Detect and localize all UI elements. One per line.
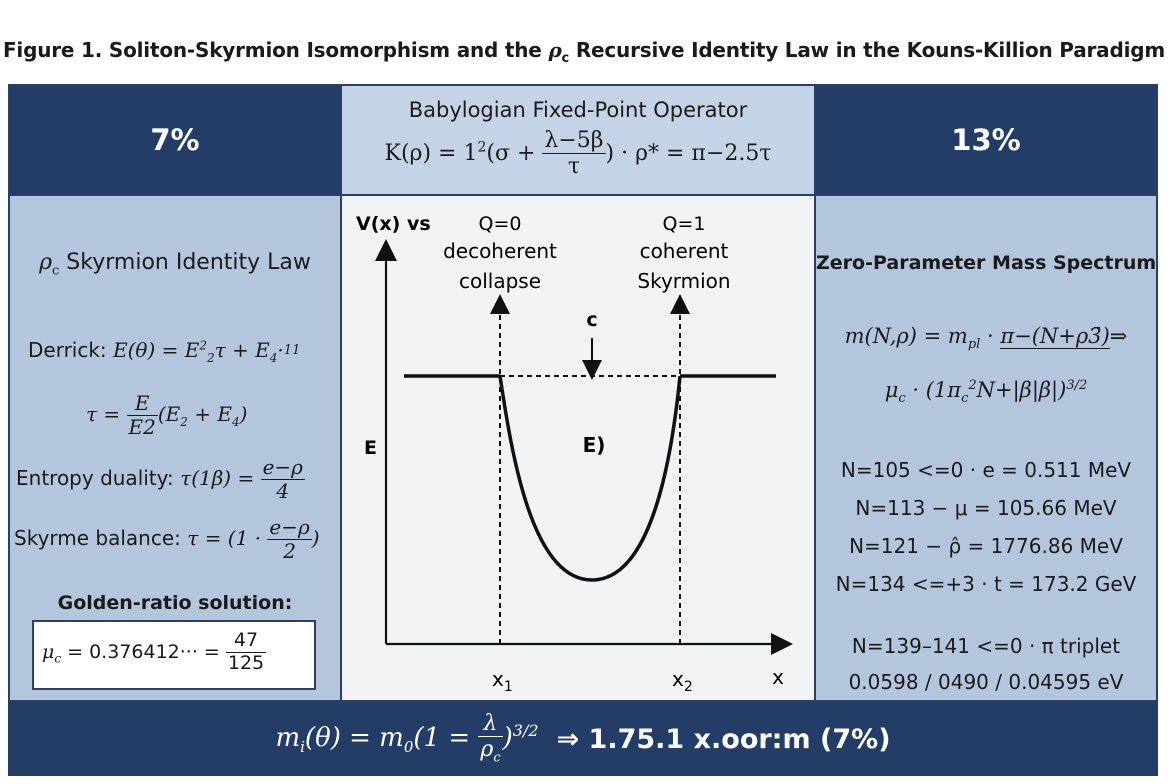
mass-line-muon: N=113 − μ = 105.66 MeV [855, 496, 1117, 520]
q0-line1: decoherent [443, 239, 557, 263]
mass-line-electron: N=105 <=0 · e = 0.511 MeV [840, 458, 1132, 482]
header-left-percent: 7% [10, 86, 340, 194]
q1-label: Q=1 [662, 213, 706, 235]
x2-label: $x_2$ [672, 667, 693, 695]
q0-label: Q=0 [478, 213, 522, 235]
mass-line-tau: N=121 − ρ̂ = 1776.86 MeV [849, 534, 1123, 558]
identity-law-heading: $\rho_c$ Skyrmion Identity Law [39, 250, 311, 279]
golden-ratio-value: $\mu_c = 0.376412\cdot\cdot\cdot$ = $\frac{47}{125}$ [42, 629, 265, 674]
e-inner-label: E) [582, 433, 606, 457]
tau-equation: τ = $\frac{E}{E2}$ $(E_2 + E_4)$ [86, 391, 248, 439]
operator-panel [340, 86, 816, 194]
operator-title: Babylogian Fixed-Point Operator [408, 98, 748, 122]
golden-ratio-label: Golden-ratio solution: [57, 592, 293, 614]
y-axis-label: V(x) vs [356, 213, 431, 235]
footer-result: ⇒ 1.75.1 x.oor:m (7%) [556, 723, 891, 755]
potential-diagram [342, 196, 814, 700]
derrick-equation: Derrick: $E(\theta) = E^2_2\tau + E_4\cdot 11$ [28, 338, 301, 365]
triplet-line1: N=139–141 <=0 · π triplet [851, 634, 1121, 658]
mass-spectrum-heading: Zero-Parameter Mass Spectrum [816, 252, 1157, 274]
mass-formula-line2: $\mu_c \cdot (1\pi_c^2N+|\beta|\beta|)^{3/2}$ [884, 378, 1088, 407]
golden-ratio-box [32, 620, 316, 690]
x-axis-label: x [772, 665, 784, 689]
triplet-line2: 0.0598 / 0490 / 0.04595 eV [848, 670, 1124, 694]
mass-line-top: N=134 <=+3 · t = 173.2 GeV [835, 572, 1137, 596]
mass-formula-line1: $m(N,\rho) = m_{pl}$ · π−(N+ρ3̄)⇒ [844, 324, 1128, 353]
q1-line1: coherent [639, 239, 729, 263]
right-panel [816, 194, 1156, 700]
header-right-percent: 13% [816, 86, 1156, 194]
potential-diagram-panel [340, 194, 816, 700]
figure-title: Figure 1. Soliton-Skyrmion Isomorphism and the $\rho_c$ Recursive Identity Law in the Kouns-Killion Paradigm [2, 38, 1166, 66]
left-panel [10, 194, 340, 700]
footer-formula-bar [8, 700, 1158, 776]
skyrme-balance-equation: Skyrme balance: τ = (1 · $\frac{e-\rho}{2}$ ) [14, 515, 320, 563]
e-axis-label: E [364, 437, 377, 459]
potential-well-curve [500, 376, 680, 580]
q1-line2: Skyrmion [637, 269, 731, 293]
footer-equation: $m_i(\theta) = m_0(1$ = $\frac{\lambda}{\rho_c}$ )$^{3/2}$ [275, 711, 539, 766]
operator-equation: $K(\rho) = 1^2(\sigma$ + $\frac{\lambda-5\beta}{\tau}$ ) · ρ* = π−2.5τ [384, 128, 772, 180]
q0-line2: collapse [458, 269, 542, 293]
c-label: c [586, 309, 598, 331]
x1-label: $x_1$ [492, 667, 513, 695]
entropy-duality-equation: Entropy duality: τ(1β) = $\frac{e-\rho}{4}$ [16, 455, 303, 503]
